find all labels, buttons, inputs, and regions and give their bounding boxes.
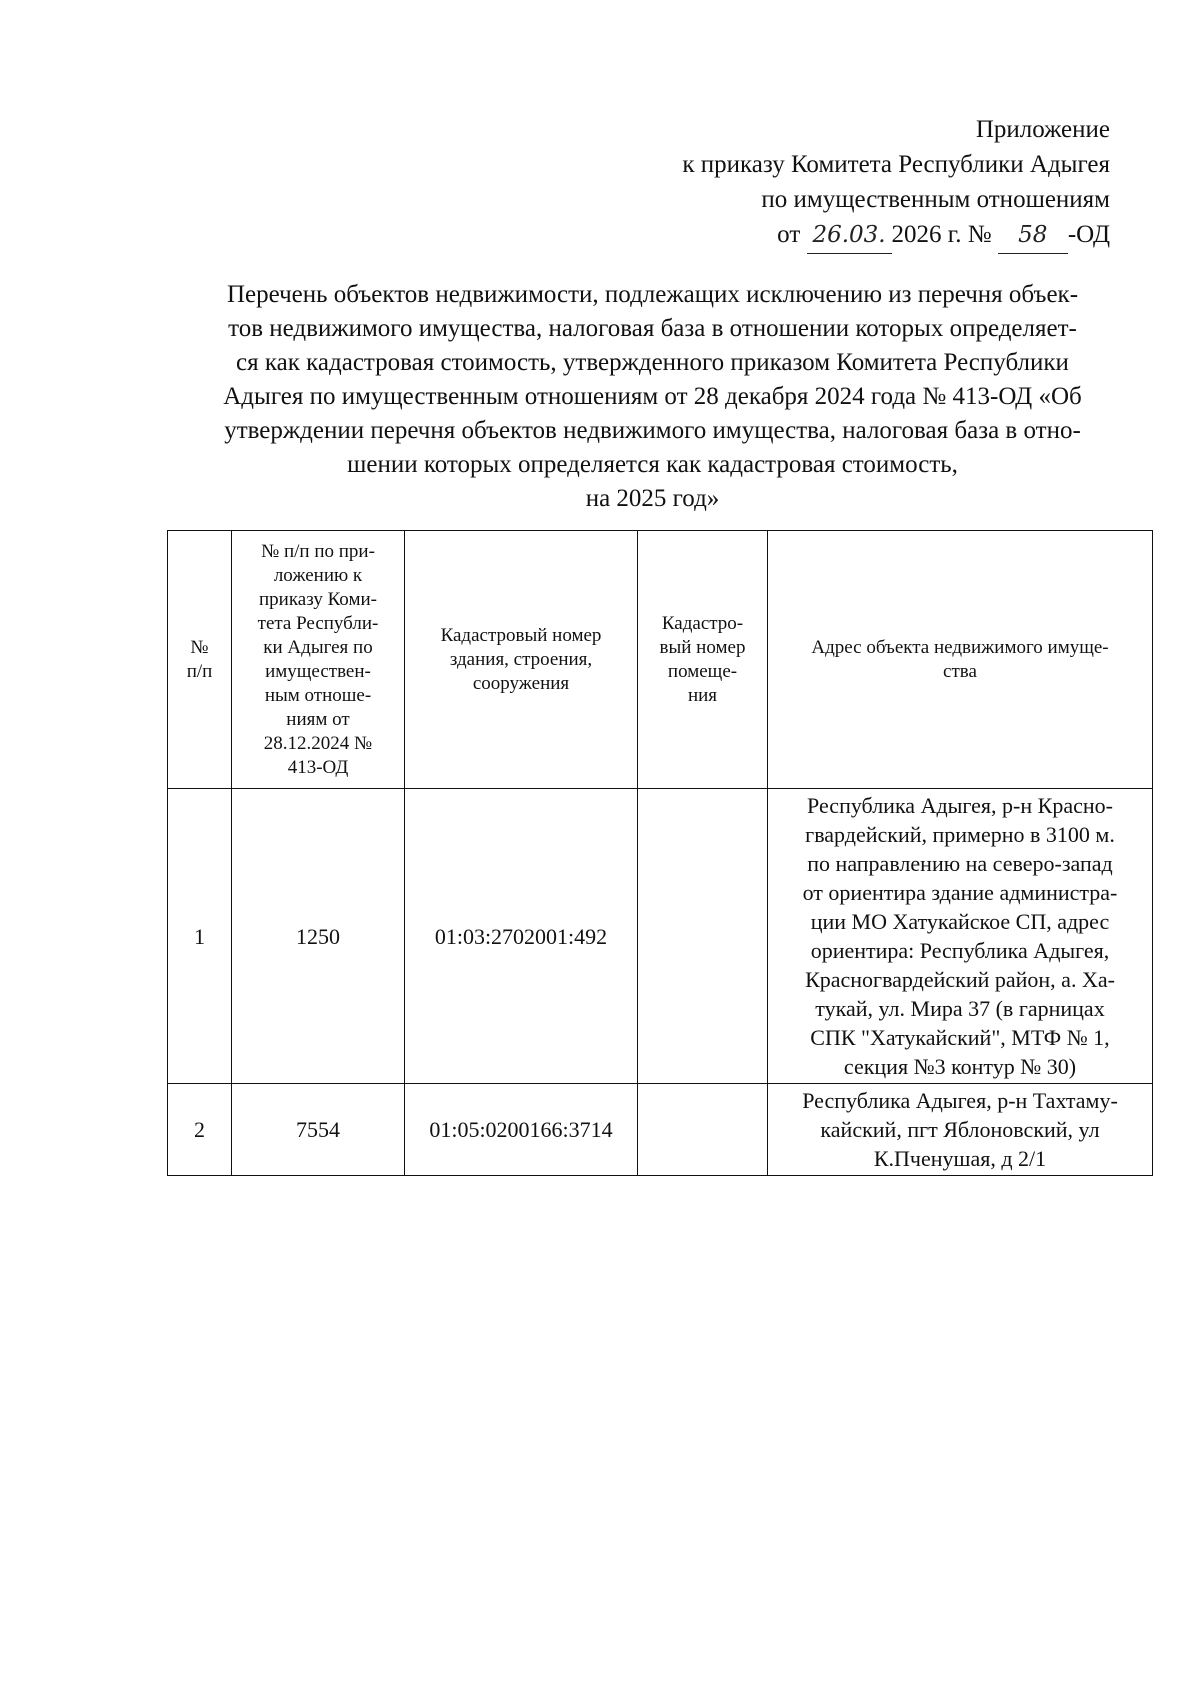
- appendix-block: [682, 112, 1110, 254]
- date-suffix: 2026 г. №: [891, 221, 992, 248]
- title-line: шении которых определяется как кадастровая стоимость,: [347, 451, 958, 478]
- table-row: [168, 1084, 1153, 1176]
- cell-cadastral-room: [638, 789, 768, 1084]
- table-header-row: [168, 531, 1153, 789]
- cell-cadastral-building: 01:05:0200166:3714: [405, 1084, 638, 1176]
- date-prefix: от: [777, 221, 801, 248]
- document-title: [160, 278, 1145, 516]
- header-address: Адрес объекта недвижимого имуще- ства: [768, 531, 1153, 789]
- cell-appendix-number: 1250: [232, 789, 405, 1084]
- header-cadastral-building: Кадастровый номер здания, строения, сооружения: [405, 531, 638, 789]
- cell-row-number: 2: [168, 1084, 232, 1176]
- appendix-heading: Приложение: [975, 116, 1110, 143]
- table-row: [168, 789, 1153, 1084]
- handwritten-date: 26.03.: [807, 218, 892, 254]
- appendix-committee: по имущественным отношениям: [761, 186, 1110, 213]
- title-line: Адыгея по имущественным отношениям от 28 декабря 2024 года № 413-ОД «Об: [223, 383, 1082, 410]
- cell-address: Республика Адыгея, р-н Тахтаму- кайский, пгт Яблоновский, ул К.Пченушая, д 2/1: [768, 1084, 1153, 1176]
- header-cadastral-room: Кадастро- вый номер помеще- ния: [638, 531, 768, 789]
- title-line: ся как кадастровая стоимость, утвержденного приказом Комитета Республики: [236, 349, 1069, 376]
- handwritten-number: 58: [998, 218, 1068, 254]
- number-suffix: -ОД: [1067, 221, 1110, 248]
- title-line: тов недвижимого имущества, налоговая база в отношении которых определяет-: [228, 315, 1077, 342]
- cell-appendix-number: 7554: [232, 1084, 405, 1176]
- header-appendix-number: № п/п по при- ложению к приказу Коми- тета Республи- ки Адыгея по имуществен- ным отноше- ниям от 28.12.2024 № 413-ОД: [232, 531, 405, 789]
- cell-address: Республика Адыгея, р-н Красно- гвардейский, примерно в 3100 м. по направлению на северо-запад от ориентира здание администра- ции МО Хатукайское СП, адрес ориентира: Республика Адыгея, Красногвардейский район, а. Ха- тукай, ул. Мира 37 (в гарницах СПК "Хатукайский", МТФ № 1, секция №3 контур № 30): [768, 789, 1153, 1084]
- title-line: на 2025 год»: [585, 485, 720, 512]
- cell-cadastral-building: 01:03:2702001:492: [405, 789, 638, 1084]
- title-line: Перечень объектов недвижимости, подлежащих исключению из перечня объек-: [226, 281, 1079, 308]
- cell-row-number: 1: [168, 789, 232, 1084]
- appendix-order-ref: к приказу Комитета Республики Адыгея: [682, 151, 1110, 178]
- objects-table: [167, 530, 1153, 1176]
- header-row-number: № п/п: [168, 531, 232, 789]
- cell-cadastral-room: [638, 1084, 768, 1176]
- appendix-date-line: [682, 217, 1110, 254]
- title-line: утверждении перечня объектов недвижимого имущества, налоговая база в отно-: [224, 417, 1081, 444]
